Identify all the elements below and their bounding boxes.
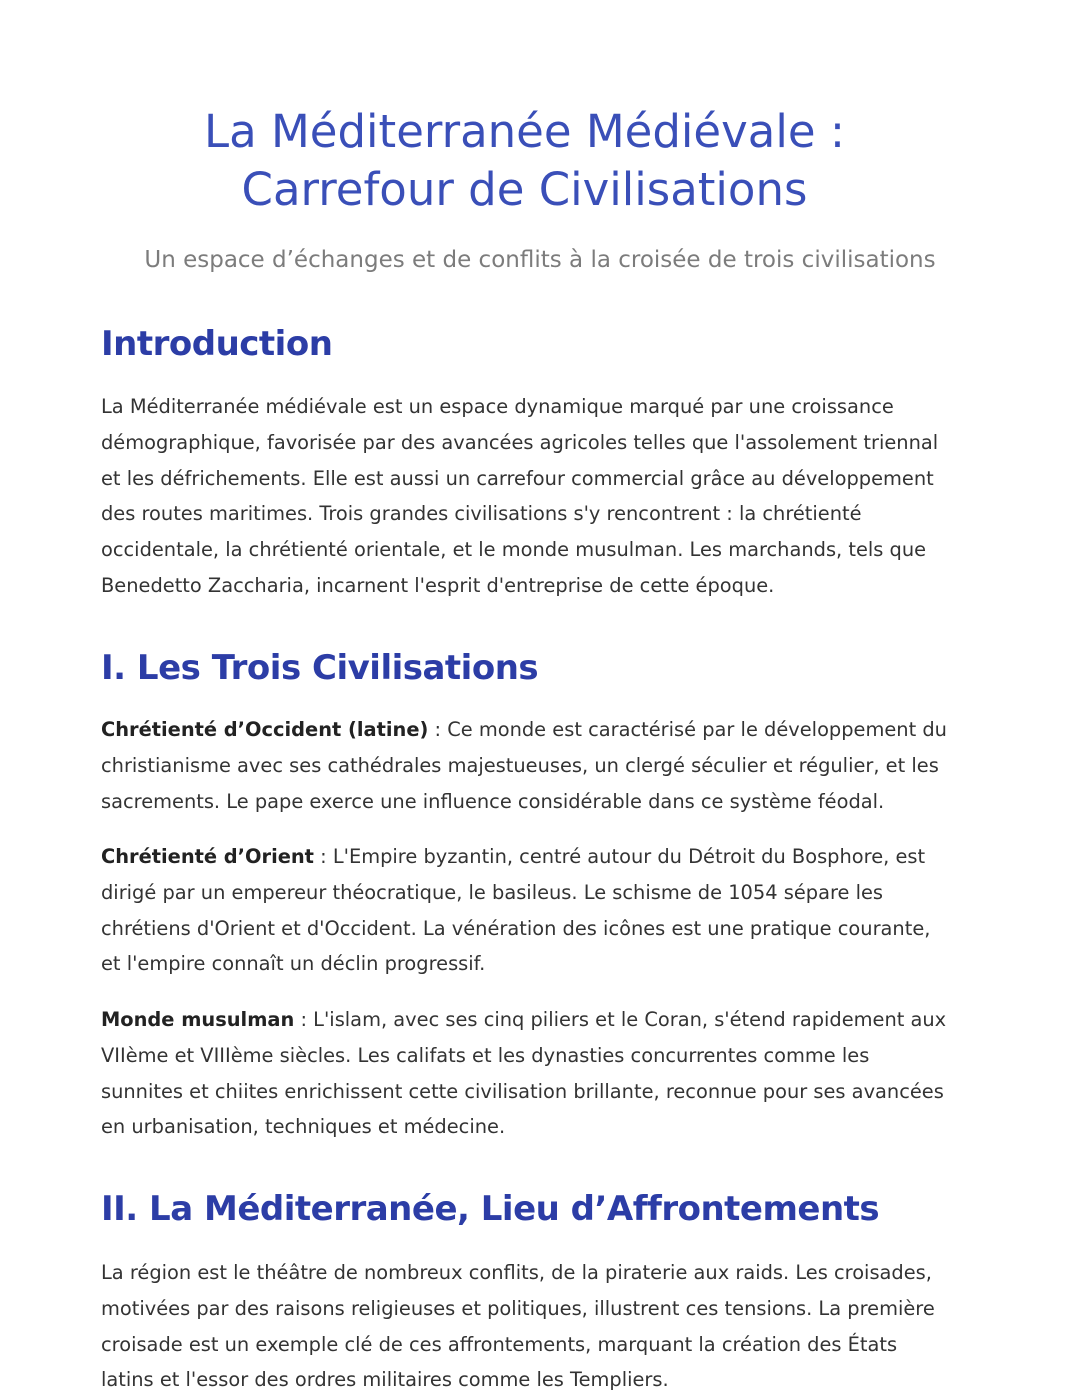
introduction-paragraph: La Méditerranée médiévale est un espace dynamique marqué par une croissance démographique, favorisée par des avancées agricoles telles que l'assolement triennal et les défrichements. Elle est aussi un carrefour commercial grâce au développement des routes maritimes. Trois grandes civilisations s'y rencontrent : la chrétienté occidentale, la chrétienté orientale, et le monde musulman. Les marchands, tels que Benedetto Zaccharia, incarnent l'esprit d'entreprise de cette époque. [101, 395, 939, 597]
orient-paragraph [101, 839, 951, 982]
muslim-world-paragraph [101, 1002, 951, 1145]
section-2-heading: II. La Méditerranée, Lieu d’Affrontements [101, 1189, 880, 1229]
introduction-heading: Introduction [101, 324, 333, 364]
document-subtitle: Un espace d’échanges et de conflits à la croisée de trois civilisations [144, 247, 936, 273]
orient-text: : L'Empire byzantin, centré autour du Détroit du Bosphore, est dirigé par un empereur théocratique, le basileus. Le schisme de 1054 sépare les chrétiens d'Orient et d'Occident. La vénération des icônes est une pratique courante, et l'empire connaît un déclin progressif. [101, 845, 931, 976]
occident-term: Chrétienté d’Occident (latine) [101, 718, 429, 741]
orient-term: Chrétienté d’Orient [101, 845, 314, 868]
occident-text: : Ce monde est caractérisé par le développement du christianisme avec ses cathédrales majestueuses, un clergé séculier et régulier, et les sacrements. Le pape exerce une influence considérable dans ce système féodal. [101, 718, 947, 813]
section-2-paragraph: La région est le théâtre de nombreux conflits, de la piraterie aux raids. Les croisades, motivées par des raisons religieuses et politiques, illustrent ces tensions. La première croisade est un exemple clé de ces affrontements, marquant la création des États latins et l'essor des ordres militaires comme les Templiers. [101, 1261, 935, 1392]
document-title: La Méditerranée Médiévale : Carrefour de Civilisations [204, 105, 845, 216]
muslim-world-text: : L'islam, avec ses cinq piliers et le Coran, s'étend rapidement aux VIIème et VIIIème siècles. Les califats et les dynasties concurrentes comme les sunnites et chiites enrichissent cette civilisation brillante, reconnue pour ses avancées en urbanisation, techniques et médecine. [101, 1008, 947, 1139]
section-1-heading: I. Les Trois Civilisations [101, 648, 539, 688]
occident-paragraph [101, 712, 951, 819]
muslim-world-term: Monde musulman [101, 1008, 295, 1031]
